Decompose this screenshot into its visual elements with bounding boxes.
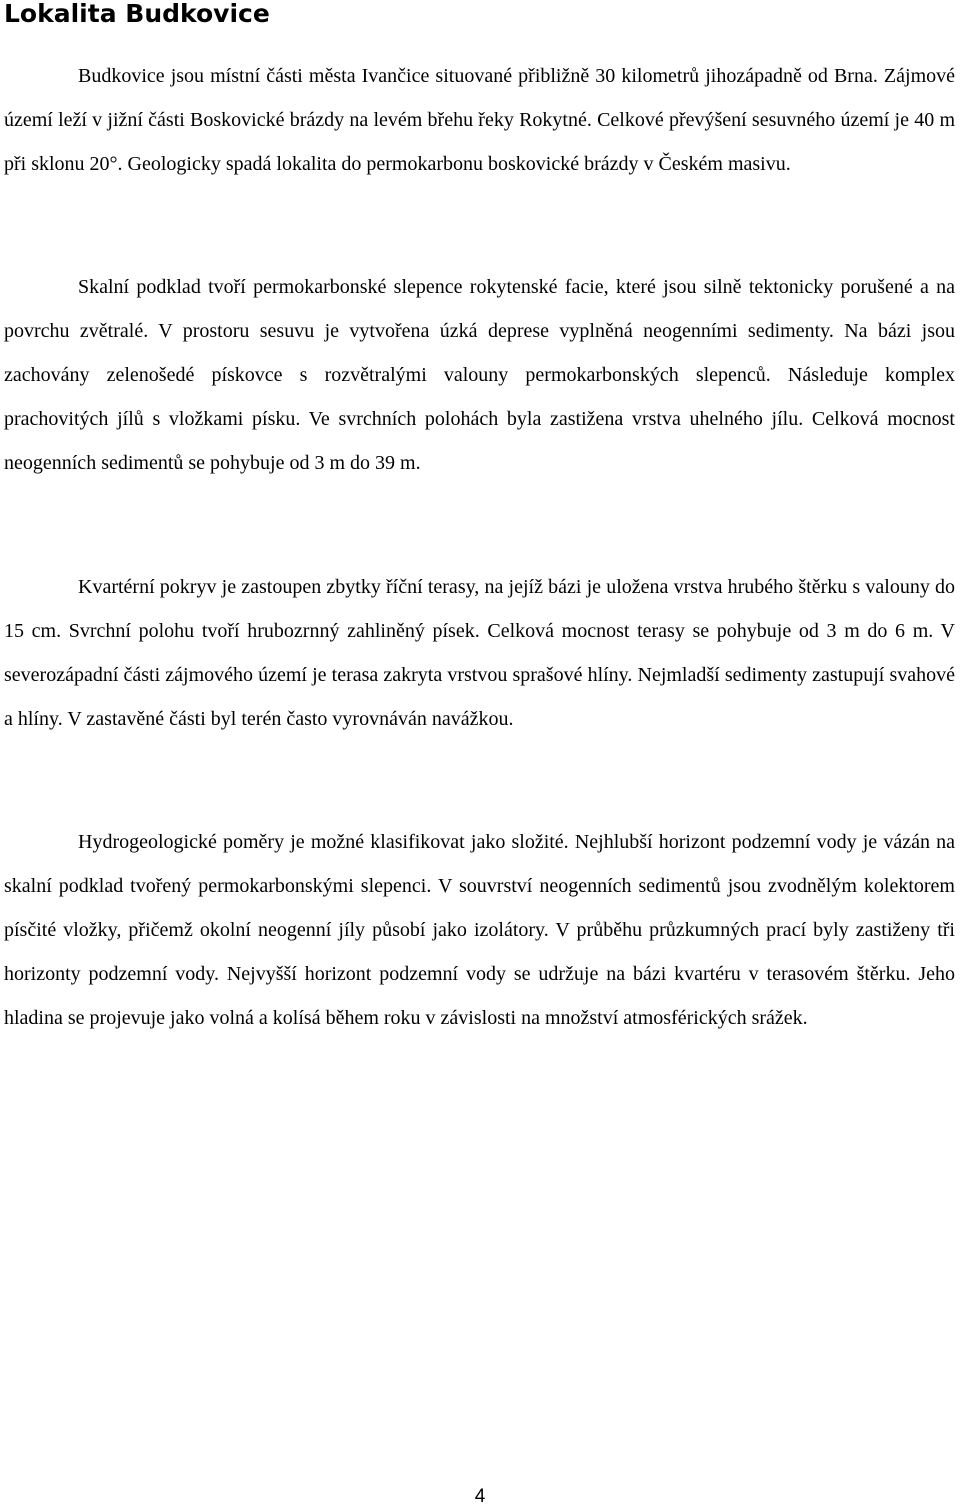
page-number: 4 [474, 1486, 486, 1507]
paragraph-bedrock: Skalní podklad tvoří permokarbonské slepence rokytenské facie, které jsou silně tektonicky porušené a na povrchu zvětralé. V prostoru sesuvu je vytvořena úzká deprese vyplněná neogenními sedimenty. Na bázi jsou zachovány zelenošedé pískovce s rozvětralými valouny permokarbonských slepenců. Následuje komplex prachovitých jílů s vložkami písku. Ve svrchních polohách byla zastižena vrstva uhelného jílu. Celková mocnost neogenních sedimentů se pohybuje od 3 m do 39 m. [4, 276, 955, 474]
paragraph-quaternary: Kvartérní pokryv je zastoupen zbytky říční terasy, na jejíž bázi je uložena vrstva hrubého štěrku s valouny do 15 cm. Svrchní polohu tvoří hrubozrnný zahliněný písek. Celková mocnost terasy se pohybuje od 3 m do 6 m. V severozápadní části zájmového území je terasa zakryta vrstvou sprašové hlíny. Nejmladší sedimenty zastupují svahové a hlíny. V zastavěné části byl terén často vyrovnáván navážkou. [4, 576, 955, 730]
page-title: Lokalita Budkovice [4, 0, 270, 28]
paragraph-hydrogeology: Hydrogeologické poměry je možné klasifikovat jako složité. Nejhlubší horizont podzemní vody je vázán na skalní podklad tvořený permokarbonskými slepenci. V souvrství neogenních sedimentů jsou zvodnělým kolektorem písčité vložky, přičemž okolní neogenní jíly působí jako izolátory. V průběhu průzkumných prací byly zastiženy tři horizonty podzemní vody. Nejvyšší horizont podzemní vody se udržuje na bázi kvartéru v terasovém štěrku. Jeho hladina se projevuje jako volná a kolísá během roku v závislosti na množství atmosférických srážek. [4, 831, 955, 1029]
paragraph-location: Budkovice jsou místní části města Ivančice situované přibližně 30 kilometrů jihozápadně od Brna. Zájmové území leží v jižní části Boskovické brázdy na levém břehu řeky Rokytné. Celkové převýšení sesuvného území je 40 m při sklonu 20°. Geologicky spadá lokalita do permokarbonu boskovické brázdy v Českém masivu. [4, 65, 955, 175]
